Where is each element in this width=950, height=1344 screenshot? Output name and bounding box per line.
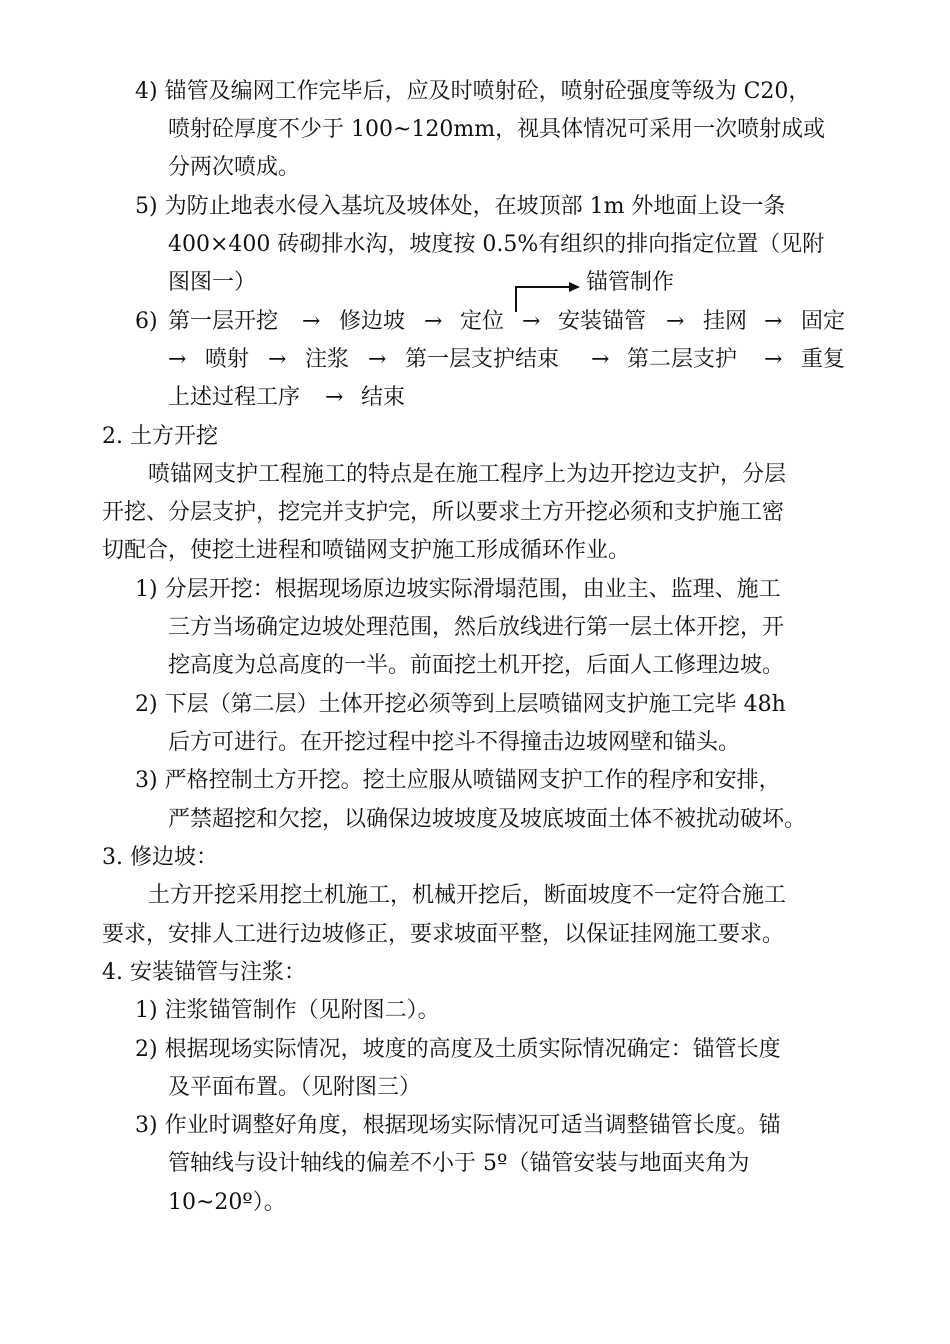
flow-branch-label: 锚管制作	[586, 270, 675, 295]
flow-arrow: →	[522, 309, 541, 334]
text-line: 3) 作业时调整好角度，根据现场实际情况可适当调整锚管长度。锚	[135, 1113, 781, 1138]
flow-arrow: →	[666, 309, 685, 334]
text-line: 1) 注浆锚管制作（见附图二）。	[135, 998, 440, 1023]
section-heading: 2. 土方开挖	[102, 424, 218, 449]
flow-step: 重复	[801, 347, 846, 372]
text-line: 2) 下层（第二层）土体开挖必须等到上层喷锚网支护施工完毕 48h	[135, 692, 786, 717]
text-line: 切配合，使挖土进程和喷锚网支护施工形成循环作业。	[102, 538, 631, 563]
text-line: 要求，安排人工进行边坡修正，要求坡面平整，以保证挂网施工要求。	[102, 922, 785, 947]
text-line: 挖高度为总高度的一半。前面挖土机开挖，后面人工修理边坡。	[168, 653, 785, 678]
text-line: 分两次喷成。	[168, 155, 301, 180]
flow-step: 喷射	[205, 347, 250, 372]
text-line: 及平面布置。（见附图三）	[168, 1075, 422, 1100]
flow-arrow: →	[268, 347, 287, 372]
flow-step: 挂网	[703, 309, 748, 334]
flow-step: 第二层支护	[627, 347, 738, 372]
flow-step: 注浆	[305, 347, 350, 372]
text-line: 喷锚网支护工程施工的特点是在施工程序上为边开挖边支护，分层	[148, 462, 787, 487]
text-line: 5) 为防止地表水侵入基坑及坡体处，在坡顶部 1m 外地面上设一条	[135, 194, 786, 219]
text-line: 图图一）	[168, 270, 257, 295]
text-line: 后方可进行。在开挖过程中挖斗不得撞击边坡网壁和锚头。	[168, 730, 741, 755]
flow-step: 修边坡	[339, 309, 406, 334]
flow-step: 定位	[460, 309, 505, 334]
text-line: 10~20º）。	[168, 1190, 286, 1215]
section-heading: 4. 安装锚管与注浆：	[102, 960, 306, 985]
text-line: 1) 分层开挖：根据现场原边坡实际滑塌范围，由业主、监理、施工	[135, 577, 781, 602]
flow-step: 第一层支护结束	[405, 347, 560, 372]
text-line: 严禁超挖和欠挖，以确保边坡坡度及坡底坡面土体不被扰动破坏。	[168, 807, 807, 832]
text-line: 开挖、分层支护，挖完并支护完，所以要求土方开挖必须和支护施工密	[102, 500, 785, 525]
text-line: 4) 锚管及编网工作完毕后，应及时喷射砼，喷射砼强度等级为 C20，	[135, 79, 811, 104]
flow-arrow: →	[764, 347, 783, 372]
text-line: 管轴线与设计轴线的偏差不小于 5º（锚管安装与地面夹角为	[168, 1151, 750, 1176]
flow-arrow: →	[764, 309, 783, 334]
text-line: 400×400 砖砌排水沟，坡度按 0.5%有组织的排向指定位置（见附	[168, 232, 825, 257]
flow-step: 6)	[135, 309, 158, 334]
flow-step: 安装锚管	[558, 309, 647, 334]
flow-arrow: →	[424, 309, 443, 334]
text-line: 3) 严格控制土方开挖。挖土应服从喷锚网支护工作的程序和安排，	[135, 768, 781, 793]
flow-arrow: →	[591, 347, 610, 372]
section-heading: 3. 修边坡：	[102, 845, 218, 870]
text-line: 土方开挖采用挖土机施工，机械开挖后，断面坡度不一定符合施工	[148, 883, 787, 908]
text-line: 2) 根据现场实际情况，坡度的高度及土质实际情况确定：锚管长度	[135, 1037, 781, 1062]
text-line: 三方当场确定边坡处理范围，然后放线进行第一层土体开挖，开	[168, 615, 785, 640]
flow-arrow: →	[368, 347, 387, 372]
flow-arrow: →	[302, 309, 321, 334]
flow-step: 固定	[801, 309, 846, 334]
flow-arrow: →	[325, 385, 344, 410]
flow-step: 结束	[361, 385, 406, 410]
text-line: 喷射砼厚度不少于 100~120mm，视具体情况可采用一次喷射成或	[168, 117, 826, 142]
flow-arrow: →	[168, 347, 187, 372]
flow-step: 上述过程工序	[168, 385, 301, 410]
flow-step: 第一层开挖	[168, 309, 279, 334]
